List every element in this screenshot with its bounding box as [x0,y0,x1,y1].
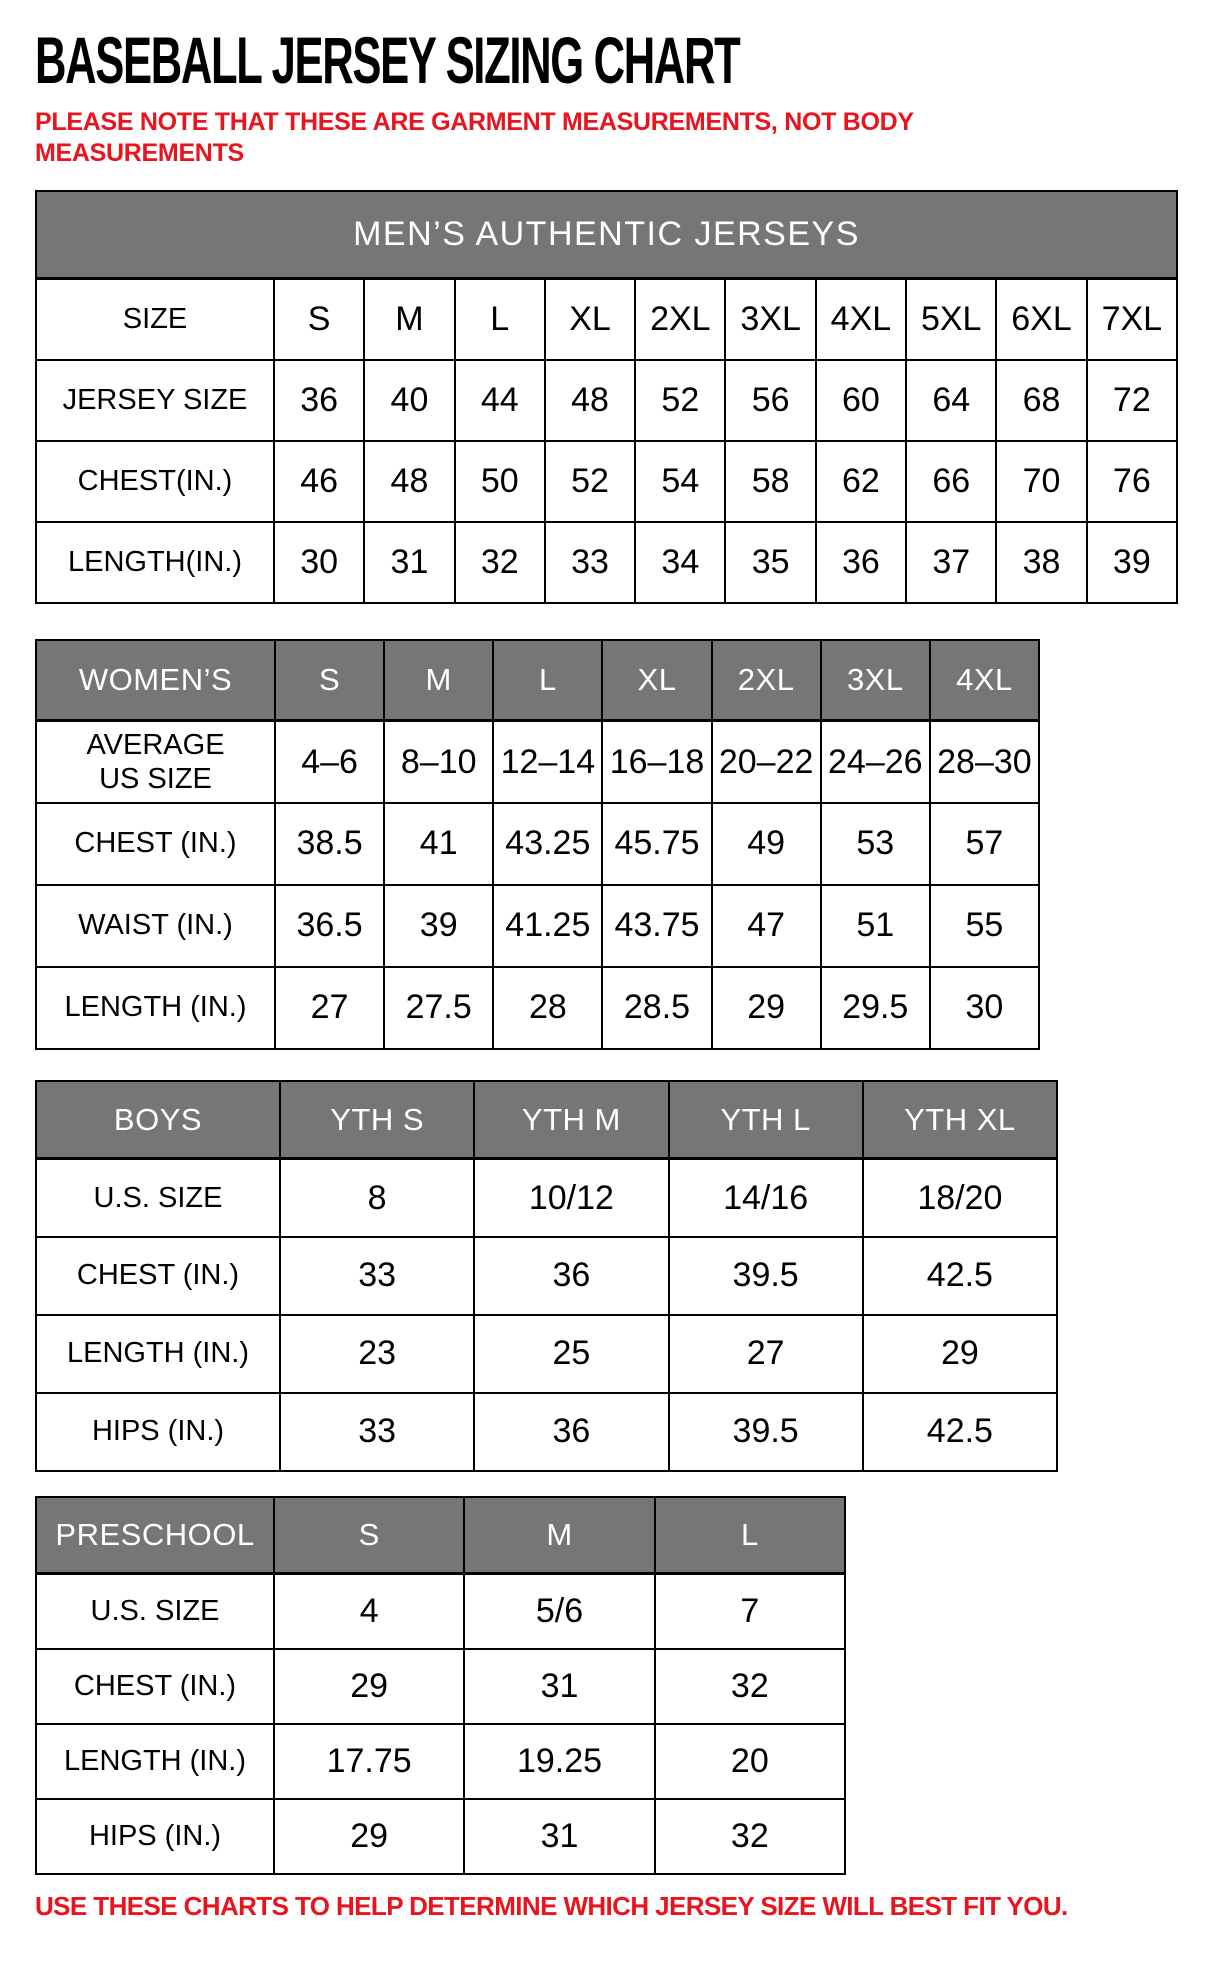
preschool-header-row [36,1497,845,1574]
womens-cell: 43.25 [493,803,602,885]
mens-cell: M [364,279,454,360]
boys-cell: 27 [669,1315,863,1393]
boys-table-row [36,1393,1057,1471]
preschool-table-row [36,1799,845,1874]
womens-cell: 51 [821,885,930,967]
boys-cell: 18/20 [863,1159,1057,1237]
mens-authentic-jerseys-table [35,190,1178,604]
boys-sizing-table [35,1080,1058,1472]
preschool-cell: 20 [655,1724,845,1799]
boys-header-cell: YTH S [280,1081,474,1159]
preschool-table-row [36,1724,845,1799]
womens-header-cell: S [275,640,384,721]
womens-cell: 16–18 [602,721,711,803]
preschool-cell: 32 [655,1799,845,1874]
boys-cell: 23 [280,1315,474,1393]
preschool-row-label: LENGTH (IN.) [36,1724,274,1799]
mens-cell: 68 [996,360,1086,441]
womens-cell: 8–10 [384,721,493,803]
womens-cell: 28.5 [602,967,711,1049]
boys-row-label: CHEST (IN.) [36,1237,280,1315]
womens-header-cell: 3XL [821,640,930,721]
preschool-row-label: CHEST (IN.) [36,1649,274,1724]
mens-table-row [36,522,1177,603]
boys-row-label: U.S. SIZE [36,1159,280,1237]
mens-cell: 52 [545,441,635,522]
boys-table-row [36,1159,1057,1237]
boys-cell: 39.5 [669,1237,863,1315]
womens-cell: 41 [384,803,493,885]
womens-row-label: WAIST (IN.) [36,885,275,967]
boys-cell: 8 [280,1159,474,1237]
womens-header-cell: M [384,640,493,721]
womens-cell: 28–30 [930,721,1039,803]
womens-cell: 53 [821,803,930,885]
boys-cell: 33 [280,1237,474,1315]
mens-cell: 60 [816,360,906,441]
womens-cell: 47 [712,885,821,967]
mens-cell: 2XL [635,279,725,360]
mens-cell: 70 [996,441,1086,522]
boys-cell: 42.5 [863,1393,1057,1471]
womens-table-row [36,885,1039,967]
mens-row-label: SIZE [36,279,274,360]
womens-cell: 39 [384,885,493,967]
boys-header-cell: YTH M [474,1081,668,1159]
mens-cell: 39 [1087,522,1177,603]
boys-cell: 25 [474,1315,668,1393]
boys-cell: 29 [863,1315,1057,1393]
mens-cell: 76 [1087,441,1177,522]
mens-cell: 48 [364,441,454,522]
mens-cell: 6XL [996,279,1086,360]
mens-banner-row [36,191,1177,279]
mens-banner-header: MEN’S AUTHENTIC JERSEYS [36,191,1177,279]
mens-cell: 36 [816,522,906,603]
garment-measurements-note: PLEASE NOTE THAT THESE ARE GARMENT MEASUREMENTS, NOT BODY MEASUREMENTS [35,108,914,168]
footer-note: USE THESE CHARTS TO HELP DETERMINE WHICH JERSEY SIZE WILL BEST FIT YOU. [35,1890,1068,1921]
womens-cell: 4–6 [275,721,384,803]
boys-table-row [36,1237,1057,1315]
mens-cell: 32 [455,522,545,603]
boys-cell: 10/12 [474,1159,668,1237]
womens-header-cell: 4XL [930,640,1039,721]
mens-table-row [36,360,1177,441]
mens-cell: XL [545,279,635,360]
mens-cell: 33 [545,522,635,603]
mens-cell: 5XL [906,279,996,360]
boys-cell: 36 [474,1393,668,1471]
mens-cell: 38 [996,522,1086,603]
preschool-cell: 17.75 [274,1724,464,1799]
boys-cell: 36 [474,1237,668,1315]
womens-header-label: WOMEN’S [36,640,275,721]
womens-cell: 36.5 [275,885,384,967]
mens-cell: 31 [364,522,454,603]
womens-table-row [36,803,1039,885]
mens-cell: 35 [725,522,815,603]
mens-cell: 50 [455,441,545,522]
preschool-cell: 31 [464,1649,654,1724]
preschool-cell: 4 [274,1574,464,1649]
mens-cell: 62 [816,441,906,522]
mens-table-row [36,441,1177,522]
boys-row-label: HIPS (IN.) [36,1393,280,1471]
mens-row-label: LENGTH(IN.) [36,522,274,603]
preschool-header-cell: M [464,1497,654,1574]
womens-cell: 27.5 [384,967,493,1049]
boys-cell: 42.5 [863,1237,1057,1315]
mens-cell: 34 [635,522,725,603]
boys-header-cell: YTH L [669,1081,863,1159]
mens-cell: 44 [455,360,545,441]
preschool-header-label: PRESCHOOL [36,1497,274,1574]
boys-header-row [36,1081,1057,1159]
womens-sizing-table [35,639,1040,1050]
mens-cell: S [274,279,364,360]
preschool-header-cell: L [655,1497,845,1574]
womens-row-label: CHEST (IN.) [36,803,275,885]
womens-row-label: LENGTH (IN.) [36,967,275,1049]
boys-cell: 33 [280,1393,474,1471]
mens-cell: 37 [906,522,996,603]
preschool-table-row [36,1649,845,1724]
mens-row-label: JERSEY SIZE [36,360,274,441]
mens-cell: 3XL [725,279,815,360]
mens-table-row [36,279,1177,360]
womens-row-label: AVERAGE US SIZE [36,721,275,803]
womens-header-row [36,640,1039,721]
womens-cell: 12–14 [493,721,602,803]
mens-cell: 64 [906,360,996,441]
womens-header-cell: 2XL [712,640,821,721]
mens-cell: 40 [364,360,454,441]
womens-cell: 30 [930,967,1039,1049]
preschool-cell: 7 [655,1574,845,1649]
mens-cell: 30 [274,522,364,603]
womens-cell: 29 [712,967,821,1049]
preschool-header-cell: S [274,1497,464,1574]
womens-table-row [36,967,1039,1049]
mens-cell: L [455,279,545,360]
preschool-cell: 19.25 [464,1724,654,1799]
boys-row-label: LENGTH (IN.) [36,1315,280,1393]
boys-header-label: BOYS [36,1081,280,1159]
womens-header-cell: L [493,640,602,721]
womens-cell: 55 [930,885,1039,967]
mens-cell: 52 [635,360,725,441]
preschool-row-label: U.S. SIZE [36,1574,274,1649]
boys-header-cell: YTH XL [863,1081,1057,1159]
preschool-cell: 31 [464,1799,654,1874]
womens-cell: 49 [712,803,821,885]
womens-cell: 57 [930,803,1039,885]
preschool-row-label: HIPS (IN.) [36,1799,274,1874]
mens-cell: 48 [545,360,635,441]
mens-cell: 66 [906,441,996,522]
mens-cell: 46 [274,441,364,522]
boys-cell: 14/16 [669,1159,863,1237]
page-title: BASEBALL JERSEY SIZING CHART [35,23,740,97]
womens-cell: 24–26 [821,721,930,803]
womens-cell: 20–22 [712,721,821,803]
mens-cell: 7XL [1087,279,1177,360]
mens-cell: 4XL [816,279,906,360]
womens-table-row [36,721,1039,803]
mens-cell: 72 [1087,360,1177,441]
preschool-cell: 32 [655,1649,845,1724]
boys-cell: 39.5 [669,1393,863,1471]
womens-cell: 43.75 [602,885,711,967]
preschool-cell: 5/6 [464,1574,654,1649]
womens-cell: 38.5 [275,803,384,885]
preschool-table-row [36,1574,845,1649]
womens-header-cell: XL [602,640,711,721]
preschool-sizing-table [35,1496,846,1875]
mens-row-label: CHEST(IN.) [36,441,274,522]
mens-cell: 56 [725,360,815,441]
womens-cell: 45.75 [602,803,711,885]
womens-cell: 28 [493,967,602,1049]
mens-cell: 58 [725,441,815,522]
womens-cell: 29.5 [821,967,930,1049]
mens-cell: 36 [274,360,364,441]
preschool-cell: 29 [274,1649,464,1724]
mens-cell: 54 [635,441,725,522]
womens-cell: 27 [275,967,384,1049]
womens-cell: 41.25 [493,885,602,967]
boys-table-row [36,1315,1057,1393]
preschool-cell: 29 [274,1799,464,1874]
